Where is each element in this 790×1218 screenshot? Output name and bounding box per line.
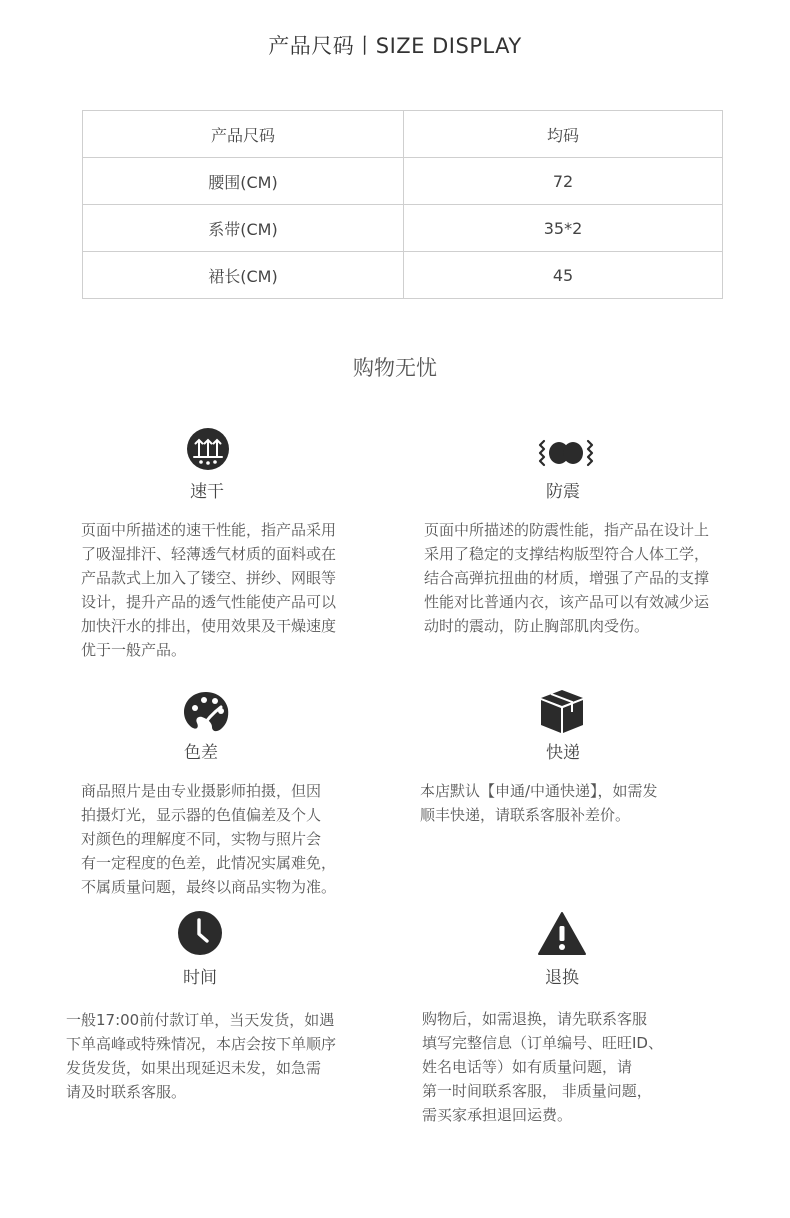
shockproof-icon [538, 432, 594, 478]
description-line: 加快汗水的排出，使用效果及干燥速度 [81, 617, 337, 635]
feature-title: 防震 [546, 482, 580, 502]
feature-title: 退换 [545, 968, 579, 988]
description-line: 顺丰快递，请联系客服补差价。 [420, 806, 631, 824]
description-line: 优于一般产品。 [81, 641, 187, 659]
feature-title: 速干 [190, 482, 224, 502]
page-title: 产品尺码丨SIZE DISPLAY [268, 34, 522, 58]
palette-icon [182, 689, 232, 735]
description-line: 页面中所描述的速干性能，指产品采用 [81, 521, 337, 539]
description-line: 产品款式上加入了镂空、拼纱、网眼等 [81, 569, 337, 587]
table-cell: 腰围(CM) [83, 158, 404, 205]
section-title: 购物无忧 [353, 356, 437, 380]
description-line: 请及时联系客服。 [66, 1083, 187, 1101]
table-cell: 35*2 [404, 205, 723, 252]
table-row [83, 205, 723, 252]
quick-dry-icon [183, 427, 233, 473]
table-cell: 裙长(CM) [83, 252, 404, 299]
clock-icon [175, 910, 225, 956]
description-line: 第一时间联系客服， 非质量问题， [422, 1082, 652, 1100]
description-line: 结合高弹抗扭曲的材质，增强了产品的支撑 [424, 569, 710, 587]
feature-title: 时间 [183, 968, 217, 988]
description-line: 购物后，如需退换，请先联系客服 [422, 1010, 648, 1028]
description-line: 本店默认【申通/中通快递】，如需发 [420, 782, 658, 800]
table-header-cell: 均码 [404, 111, 723, 158]
description-line: 不属质量问题，最终以商品实物为准。 [81, 878, 337, 896]
table-row [83, 158, 723, 205]
size-table [82, 110, 723, 299]
feature-description [81, 779, 381, 899]
feature-description [424, 518, 754, 638]
table-cell: 系带(CM) [83, 205, 404, 252]
description-line: 动时的震动，防止胸部肌肉受伤。 [424, 617, 650, 635]
table-header-row [83, 111, 723, 158]
feature-description [66, 1008, 386, 1104]
feature-description [81, 518, 381, 662]
description-line: 一般17:00前付款订单，当天发货，如遇 [66, 1011, 335, 1029]
description-line: 商品照片是由专业摄影师拍摄，但因 [81, 782, 322, 800]
feature-description [422, 1007, 722, 1127]
feature-description [420, 779, 720, 827]
table-row [83, 252, 723, 299]
feature-title: 色差 [184, 743, 218, 763]
package-icon [538, 688, 588, 734]
description-line: 页面中所描述的防震性能，指产品在设计上 [424, 521, 710, 539]
description-line: 对颜色的理解度不同，实物与照片会 [81, 830, 322, 848]
description-line: 下单高峰或特殊情况，本店会按下单顺序 [66, 1035, 337, 1053]
table-cell: 72 [404, 158, 723, 205]
description-line: 有一定程度的色差，此情况实属难免， [81, 854, 337, 872]
description-line: 姓名电话等）如有质量问题，请 [422, 1058, 633, 1076]
description-line: 性能对比普通内衣，该产品可以有效减少运 [424, 593, 710, 611]
table-header-cell: 产品尺码 [83, 111, 404, 158]
description-line: 了吸湿排汗、轻薄透气材质的面料或在 [81, 545, 337, 563]
description-line: 发货发货，如果出现延迟未发，如急需 [66, 1059, 322, 1077]
table-cell: 45 [404, 252, 723, 299]
description-line: 需买家承担退回运费。 [422, 1106, 573, 1124]
description-line: 拍摄灯光，显示器的色值偏差及个人 [81, 806, 322, 824]
description-line: 采用了稳定的支撑结构版型符合人体工学， [424, 545, 710, 563]
feature-title: 快递 [546, 743, 580, 763]
warning-icon [537, 910, 587, 956]
description-line: 设计，提升产品的透气性能使产品可以 [81, 593, 337, 611]
description-line: 填写完整信息（订单编号、旺旺ID、 [422, 1034, 663, 1052]
